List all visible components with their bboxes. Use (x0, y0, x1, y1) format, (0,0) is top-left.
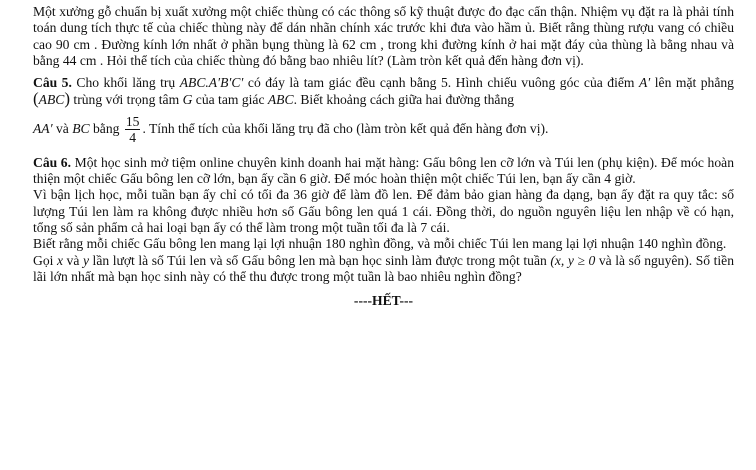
question-6-paragraph-4: Gọi x và y lần lượt là số Túi len và số Gấu bông len mà bạn học sinh làm được trong một tuần (x, y ≥ 0 và là số nguyên). Số tiền lãi lớn nhất mà bạn học sinh này có thể thu được trong một tuần là bao nhiêu nghìn đồng? (33, 252, 734, 284)
question-5-label: Câu 5. (33, 75, 72, 91)
question-6: Câu 6. Một học sinh mở tiệm online chuyên kinh doanh hai mặt hàng: Gấu bông len cỡ lớn và Túi len (phụ kiện). Để móc hoàn thiện một chiếc Gấu bông len cỡ lớn, bạn ấy cần 6 giờ. Để móc hoàn thiện một chiếc Túi len, bạn ấy cần 4 giờ. (33, 154, 734, 187)
question-6-label: Câu 6. (33, 154, 72, 170)
end-marker: ----HẾT--- (353, 293, 414, 309)
question-6-paragraph-3: Biết rằng mỗi chiếc Gấu bông len mang lại lợi nhuận 180 nghìn đồng, và mỗi chiếc Túi len mang lại lợi nhuận 140 nghìn đồng. (33, 236, 727, 252)
question-6-paragraph-2: Vì bận lịch học, mỗi tuần bạn ấy chỉ có tối đa 36 giờ để làm đồ len. Để đảm bảo gian hàng đa dạng, bạn ấy đặt ra quy tắc: số lượng Túi len làm ra không được nhiều hơn số Gấu bông len quá 1 cái. Đồng thời, do nguồn nguyên liệu len nhập về có hạn, tổng số sản phẩm cả hai loại bạn ấy có thể làm trong một tuần tối đa là 7 cái. (33, 187, 734, 235)
paragraph-wine-barrel: Một xưởng gỗ chuẩn bị xuất xưởng một chiếc thùng có các thông số kỹ thuật được đo đạc cẩn thận. Nhiệm vụ đặt ra là phải tính toán dung tích thực tế của chiếc thùng này để dán nhãn chính xác trước khi đưa vào hầm ủ. Biết rằng thùng rượu vang có chiều cao 90 cm . Đường kính lớn nhất ở phần bụng thùng là 62 cm , trong khi đường kính ở hai mặt đáy của thùng là bằng nhau và bằng 44 cm . Hỏi thể tích của chiếc thùng đó bằng bao nhiêu lít? (Làm tròn kết quả đến hàng đơn vị). (33, 4, 734, 68)
fraction-15-over-4: $\frac{15}{4}$ (125, 114, 140, 146)
question-5-line-2: AA′ và BC bằng $\frac{15}{4}$ . Tính thể tích của khối lăng trụ đã cho (làm tròn kết quả đến hàng đơn vị). (33, 114, 549, 146)
question-5: Câu 5. Cho khối lăng trụ ABC.A′B′C′ có đáy là tam giác đều cạnh bằng 5. Hình chiếu vuông góc của điểm A′ lên mặt phẳng (ABC) trùng với trọng tâm G của tam giác ABC. Biết khoảng cách giữa hai đường thẳng (33, 75, 734, 109)
